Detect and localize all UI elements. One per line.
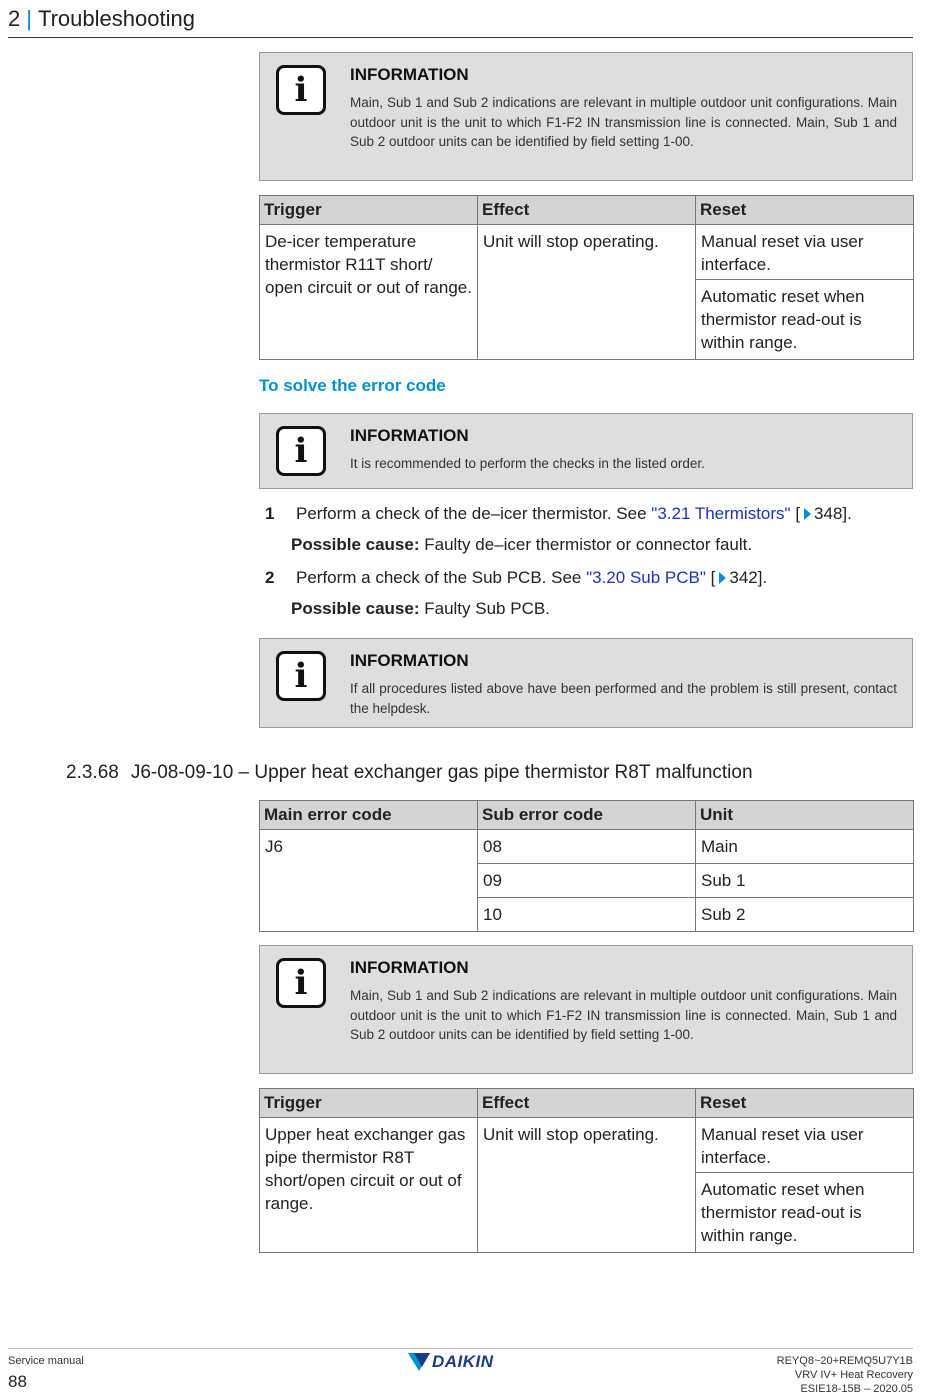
possible-cause [291, 535, 752, 555]
reset-cell-manual: Manual reset via user interface. [696, 1118, 914, 1173]
error-code-table [259, 800, 914, 932]
cause-label: Possible cause: [291, 535, 420, 554]
column-header-main-error-code: Main error code [260, 801, 478, 830]
solve-heading: To solve the error code [259, 376, 446, 395]
page-reference[interactable]: 342]. [729, 568, 768, 587]
column-header-effect: Effect [478, 1089, 696, 1118]
information-title: INFORMATION [350, 651, 469, 670]
table-header-row [260, 196, 914, 225]
trigger-cell: De-icer temperature thermistor R11T short/ open circuit or out of range. [260, 225, 478, 360]
cause-text: Faulty Sub PCB. [419, 599, 550, 618]
unit-cell: Main [696, 830, 914, 864]
information-icon: i [276, 65, 326, 115]
information-text: Main, Sub 1 and Sub 2 indications are relevant in multiple outdoor unit configurations. Main outdoor unit is the unit to which F1-F2 IN transmission line is connected. Main, Sub 1 and Sub 2 outdoor units can be identified by field setting 1-00. [350, 988, 897, 1043]
section-heading [66, 762, 753, 784]
page-reference-arrow-icon[interactable] [804, 508, 811, 520]
step-number: 2 [265, 568, 275, 587]
header-divider [8, 37, 913, 38]
table-row [260, 830, 914, 864]
main-error-code-cell: J6 [260, 830, 478, 932]
information-icon: i [276, 958, 326, 1008]
column-header-sub-error-code: Sub error code [478, 801, 696, 830]
step-item [265, 568, 767, 588]
daikin-logo-icon [408, 1353, 430, 1371]
section-number: 2.3.68 [66, 762, 119, 783]
thermistors-link[interactable]: "3.21 Thermistors" [651, 504, 791, 523]
sub-error-code-cell: 10 [478, 898, 696, 932]
table-row [260, 225, 914, 280]
footer-divider [8, 1348, 913, 1349]
effect-cell: Unit will stop operating. [478, 1118, 696, 1253]
information-text: If all procedures listed above have been performed and the problem is still present, contact the helpdesk. [350, 681, 897, 716]
sub-error-code-cell: 09 [478, 864, 696, 898]
information-box [259, 52, 913, 181]
unit-cell: Sub 1 [696, 864, 914, 898]
step-text: Perform a check of the de–icer thermistor. See [296, 504, 652, 523]
footer-doc-code: ESIE18-15B – 2020.05 [800, 1383, 913, 1395]
section-title: J6-08-09-10 – Upper heat exchanger gas pipe thermistor R8T malfunction [130, 762, 753, 783]
ref-bracket: [ [705, 568, 716, 587]
cause-text: Faulty de–icer thermistor or connector fault. [419, 535, 753, 554]
cause-label: Possible cause: [291, 599, 420, 618]
table-header-row [260, 1089, 914, 1118]
step-item [265, 504, 852, 524]
footer-model: REYQ8~20+REMQ5U7Y1B [776, 1355, 913, 1367]
step-number: 1 [265, 504, 275, 523]
possible-cause [291, 599, 550, 619]
reset-cell-automatic: Automatic reset when thermistor read-out is within range. [696, 280, 914, 360]
information-icon: i [276, 426, 326, 476]
chapter-number: 2 [8, 6, 21, 31]
reset-cell-automatic: Automatic reset when thermistor read-out is within range. [696, 1173, 914, 1253]
table-row [260, 1118, 914, 1173]
ref-bracket: [ [790, 504, 801, 523]
information-box [259, 638, 913, 728]
column-header-reset: Reset [696, 1089, 914, 1118]
header-separator: | [26, 6, 32, 31]
information-icon: i [276, 651, 326, 701]
trigger-effect-reset-table [259, 195, 914, 360]
footer-document-info [777, 1354, 913, 1396]
sub-pcb-link[interactable]: "3.20 Sub PCB" [586, 568, 706, 587]
information-box [259, 413, 913, 489]
column-header-trigger: Trigger [260, 1089, 478, 1118]
column-header-trigger: Trigger [260, 196, 478, 225]
reset-cell-manual: Manual reset via user interface. [696, 225, 914, 280]
unit-cell: Sub 2 [696, 898, 914, 932]
brand-name: DAIKIN [432, 1352, 494, 1371]
information-box [259, 945, 913, 1074]
trigger-cell: Upper heat exchanger gas pipe thermistor R8T short/open circuit or out of range. [260, 1118, 478, 1253]
information-title: INFORMATION [350, 426, 469, 445]
information-text: Main, Sub 1 and Sub 2 indications are relevant in multiple outdoor unit configurations. Main outdoor unit is the unit to which F1-F2 IN transmission line is connected. Main, Sub 1 and Sub 2 outdoor units can be identified by field setting 1-00. [350, 95, 897, 150]
step-text: Perform a check of the Sub PCB. See [296, 568, 587, 587]
information-title: INFORMATION [350, 958, 469, 977]
trigger-effect-reset-table [259, 1088, 914, 1253]
column-header-reset: Reset [696, 196, 914, 225]
sub-error-code-cell: 08 [478, 830, 696, 864]
column-header-effect: Effect [478, 196, 696, 225]
footer-doc-type: Service manual [8, 1355, 84, 1367]
effect-cell: Unit will stop operating. [478, 225, 696, 360]
daikin-logo [408, 1352, 494, 1372]
information-title: INFORMATION [350, 65, 469, 84]
page-number: 88 [8, 1372, 27, 1391]
page-header [8, 6, 195, 32]
page-reference-arrow-icon[interactable] [719, 572, 726, 584]
page-reference[interactable]: 348]. [814, 504, 852, 523]
column-header-unit: Unit [696, 801, 914, 830]
information-text: It is recommended to perform the checks in the listed order. [350, 456, 705, 471]
chapter-title: Troubleshooting [37, 6, 195, 31]
footer-product: VRV IV+ Heat Recovery [794, 1369, 913, 1381]
table-header-row [260, 801, 914, 830]
